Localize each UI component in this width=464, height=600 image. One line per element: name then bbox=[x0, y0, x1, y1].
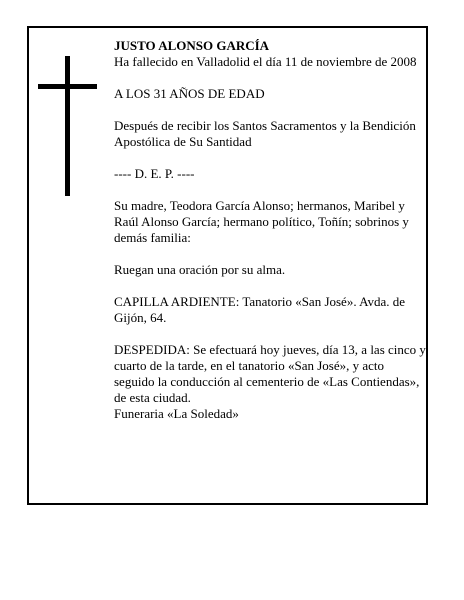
death-statement: Ha fallecido en Valladolid el día 11 de noviembre de 2008 bbox=[114, 54, 417, 69]
prayer-request: Ruegan una oración por su alma. bbox=[114, 262, 286, 277]
rip-line: ---- D. E. P. ---- bbox=[114, 166, 195, 181]
chapel-info: CAPILLA ARDIENTE: Tanatorio «San José». Avda. de Gijón, 64. bbox=[114, 294, 406, 325]
obituary-text bbox=[114, 38, 426, 422]
farewell-info: DESPEDIDA: Se efectuará hoy jueves, día 13, a las cinco y cuarto de la tarde, en el tanatorio «San José», y acto seguido la conducción al cementerio de «Las Contiendas», de esta ciudad. bbox=[114, 342, 426, 405]
cross-icon-horizontal bbox=[38, 84, 97, 89]
family-statement: Su madre, Teodora García Alonso; hermanos, Maribel y Raúl Alonso García; hermano político, Toñín; sobrinos y demás familia: bbox=[114, 198, 409, 245]
age-statement: A LOS 31 AÑOS DE EDAD bbox=[114, 86, 265, 101]
deceased-name: JUSTO ALONSO GARCÍA bbox=[114, 38, 270, 53]
cross-icon-vertical bbox=[65, 56, 70, 196]
funeral-home: Funeraria «La Soledad» bbox=[114, 406, 239, 421]
sacraments-statement: Después de recibir los Santos Sacramentos y la Bendición Apostólica de Su Santidad bbox=[114, 118, 416, 149]
